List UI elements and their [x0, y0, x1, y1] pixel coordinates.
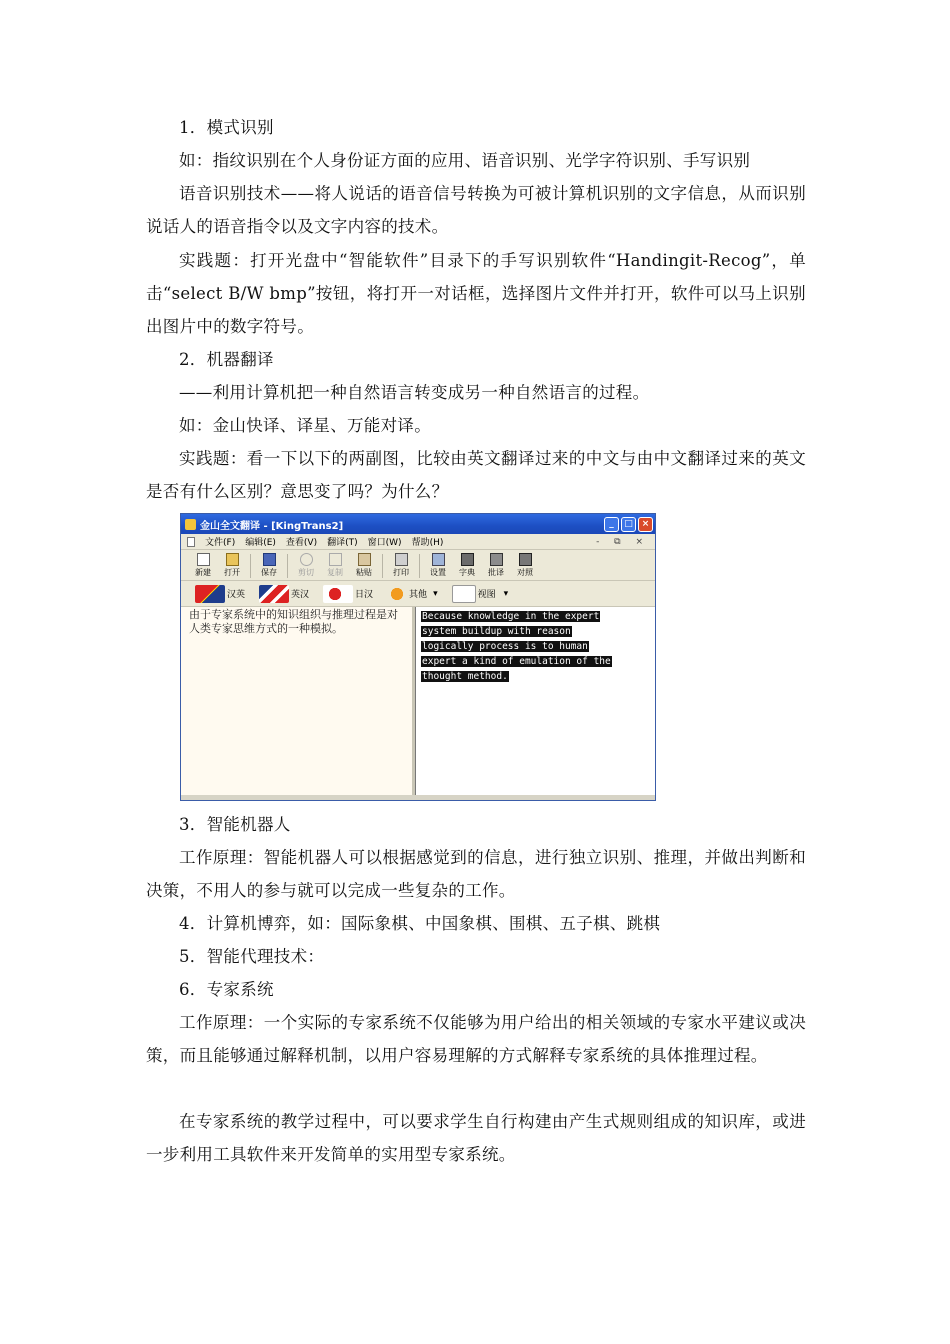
toolbar-separator	[419, 554, 420, 578]
heading-expert-system: 6．专家系统	[179, 980, 274, 999]
heading-intelligent-robot: 3．智能机器人	[179, 815, 291, 834]
dictionary-button[interactable]: 字典	[455, 553, 479, 578]
view-button[interactable]: 视图 ▾	[448, 583, 513, 605]
batch-translate-icon	[490, 553, 503, 566]
menu-help[interactable]: 帮助(H)	[411, 538, 444, 548]
english-chinese-button[interactable]: 英汉	[255, 583, 313, 605]
close-button[interactable]: ×	[638, 517, 653, 532]
translated-line: Because knowledge in the expert	[422, 611, 600, 622]
paragraph-expert-teaching: 在专家系统的教学过程中，可以要求学生自行构建由产生式规则组成的知识库，或进一步利用工具软件来开发简单的实用型专家系统。	[146, 1112, 806, 1164]
toolbar-separator	[250, 554, 251, 578]
japanese-chinese-flag-icon	[323, 585, 353, 603]
other-languages-button[interactable]: 其他 ▾	[383, 583, 442, 605]
batch-translate-button[interactable]: 批译	[484, 553, 508, 578]
translation-panes	[181, 607, 655, 800]
paragraph-computer-games: 4．计算机博弈，如：国际象棋、中国象棋、围棋、五子棋、跳棋	[179, 914, 661, 933]
copy-button[interactable]: 复制	[323, 553, 347, 578]
paragraph-pattern-examples: 如：指纹识别在个人身份证方面的应用、语音识别、光学字符识别、手写识别	[179, 151, 751, 170]
menu-window[interactable]: 窗口(W)	[367, 538, 402, 548]
menu-translate[interactable]: 翻译(T)	[327, 538, 358, 548]
translated-line: expert a kind of emulation of the	[422, 656, 611, 667]
settings-button[interactable]: 设置	[426, 553, 450, 578]
heading-pattern-recognition: 1．模式识别	[179, 118, 274, 137]
new-button[interactable]: 新建	[191, 553, 215, 578]
other-languages-icon	[387, 585, 407, 603]
menu-bar	[181, 534, 655, 550]
paste-button[interactable]: 粘贴	[352, 553, 376, 578]
translated-line: thought method.	[422, 671, 508, 682]
english-chinese-flag-icon	[259, 585, 289, 603]
paragraph-expert-principle: 工作原理：一个实际的专家系统不仅能够为用户给出的相关领域的专家水平建议或决策，而且能够通过解释机制，以用户容易理解的方式解释专家系统的具体推理过程。	[146, 1013, 806, 1065]
cut-button[interactable]: 剪切	[294, 553, 318, 578]
translation-software-screenshot	[180, 513, 656, 801]
horizontal-scrollbar[interactable]	[181, 795, 655, 800]
translated-line: logically process is to human	[422, 641, 588, 652]
menu-file[interactable]: 文件(F)	[205, 538, 236, 548]
paragraph-translation-examples: 如：金山快译、译星、万能对译。	[179, 416, 431, 435]
view-eye-icon	[452, 585, 476, 603]
paragraph-practice-handwriting: 实践题：打开光盘中“智能软件”目录下的手写识别软件“Handingit-Recog”，单击“select B/W bmp”按钮，将打开一对话框，选择图片文件并打开，软件可以马上识别出图片中的数字符号。	[146, 251, 806, 336]
open-folder-icon	[226, 553, 239, 566]
print-icon	[395, 553, 408, 566]
japanese-chinese-button[interactable]: 日汉	[319, 583, 377, 605]
toolbar	[181, 550, 655, 581]
app-titlebar	[181, 514, 655, 534]
save-button[interactable]: 保存	[257, 553, 281, 578]
paragraph-translation-definition: ——利用计算机把一种自然语言转变成另一种自然语言的过程。	[179, 383, 650, 402]
source-text-pane[interactable]: 由于专家系统中的知识组织与推理过程是对人类专家思维方式的一种模拟。	[181, 607, 415, 800]
language-bar	[181, 581, 655, 607]
toolbar-separator	[287, 554, 288, 578]
copy-icon	[329, 553, 342, 566]
compare-icon	[519, 553, 532, 566]
paragraph-robot-principle: 工作原理：智能机器人可以根据感觉到的信息，进行独立识别、推理，并做出判断和决策，不用人的参与就可以完成一些复杂的工作。	[146, 848, 806, 900]
minimize-button[interactable]: _	[604, 517, 619, 532]
chinese-english-button[interactable]: 汉英	[191, 583, 249, 605]
new-file-icon	[197, 553, 210, 566]
print-button[interactable]: 打印	[389, 553, 413, 578]
maximize-button[interactable]: □	[621, 517, 636, 532]
dropdown-arrow-icon: ▾	[503, 588, 509, 599]
settings-icon	[432, 553, 445, 566]
dictionary-icon	[461, 553, 474, 566]
chinese-english-flag-icon	[195, 585, 225, 603]
app-logo-icon	[185, 519, 196, 530]
app-title: 金山全文翻译 - [KingTrans2]	[200, 520, 344, 532]
open-button[interactable]: 打开	[220, 553, 244, 578]
paragraph-practice-translation: 实践题：看一下以下的两副图，比较由英文翻译过来的中文与由中文翻译过来的英文是否有什么区别？意思变了吗？为什么？	[146, 449, 806, 501]
save-icon	[263, 553, 276, 566]
paste-icon	[358, 553, 371, 566]
paragraph-speech-recognition: 语音识别技术——将人说话的语音信号转换为可被计算机识别的文字信息，从而识别说话人的语音指令以及文字内容的技术。	[146, 184, 806, 236]
dropdown-arrow-icon: ▾	[433, 588, 438, 599]
compare-button[interactable]: 对照	[513, 553, 537, 578]
mdi-window-controls[interactable]: - ⧉ ×	[596, 536, 649, 547]
translated-text-pane[interactable]	[415, 607, 655, 800]
heading-machine-translation: 2．机器翻译	[179, 350, 274, 369]
document-icon	[187, 537, 195, 547]
translated-line: system buildup with reason	[422, 626, 571, 637]
toolbar-separator	[382, 554, 383, 578]
menu-view[interactable]: 查看(V)	[285, 538, 318, 548]
heading-intelligent-agent: 5．智能代理技术：	[179, 947, 325, 966]
menu-edit[interactable]: 编辑(E)	[245, 538, 276, 548]
cut-icon	[300, 553, 313, 566]
